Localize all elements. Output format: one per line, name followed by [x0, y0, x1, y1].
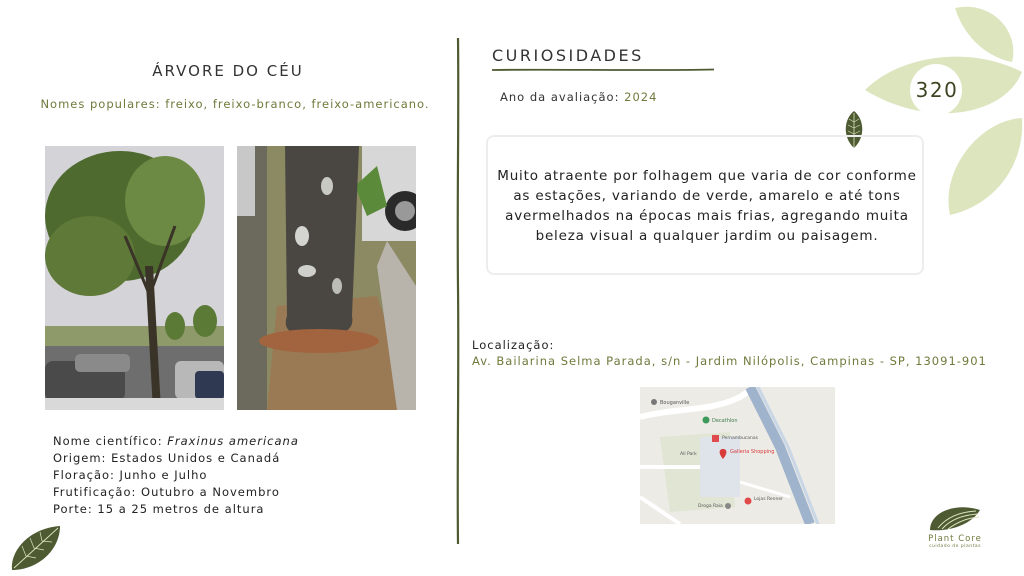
logo-leaf-icon: [928, 502, 982, 532]
year-label: Ano da avaliação:: [500, 90, 625, 104]
location-map[interactable]: [640, 387, 835, 524]
scientific-label: Nome científico:: [53, 434, 168, 448]
evaluation-year: [500, 90, 657, 104]
popular-names: Nomes populares: freixo, freixo-branco, freixo-americano.: [40, 97, 430, 111]
map-label-bouganville: Bouganville: [660, 400, 690, 406]
badge-number: 320: [915, 78, 959, 102]
map-label-allpark: All Park: [680, 452, 697, 457]
column-divider: [456, 38, 460, 544]
origin-line: Origem: Estados Unidos e Canadá: [53, 451, 281, 465]
description-text: Muito atraente por folhagem que varia de cor conforme as estações, variando de verde, amarelo e até tons avermelhados na épocas mais frias, agregando muita beleza visual a qualquer jardim ou paisagem.: [497, 168, 917, 244]
logo-tagline: cuidado de plantas: [929, 544, 981, 549]
section-underline: [492, 68, 714, 72]
map-label-renner: Lojas Renner: [754, 497, 783, 502]
leaf-icon: [8, 522, 64, 574]
tree-photo: [45, 146, 224, 410]
section-title: CURIOSIDADES: [492, 46, 644, 65]
map-label-decathlon: Decathlon: [712, 418, 738, 424]
logo-name: Plant Core: [928, 534, 982, 544]
location-label: Localização:: [472, 338, 555, 352]
map-label-droga-raia: Droga Raia: [698, 504, 723, 509]
year-value: 2024: [624, 90, 658, 104]
tree-specs: [53, 433, 299, 518]
scientific-name-line: [53, 433, 299, 450]
flowering-line: Floração: Junho e Julho: [53, 468, 208, 482]
fruiting-line: Frutificação: Outubro a Novembro: [53, 485, 280, 499]
scientific-value: Fraxinus americana: [167, 434, 299, 448]
map-label-pernambucanas: Pernambucanas: [722, 436, 758, 441]
location-address: Av. Bailarina Selma Parada, s/n - Jardim Nilópolis, Campinas - SP, 13091-901: [472, 354, 987, 368]
map-label-galleria: Galleria Shopping: [730, 449, 775, 455]
size-line: Porte: 15 a 25 metros de altura: [53, 502, 265, 516]
trunk-photo: [237, 146, 416, 410]
tree-title: ÁRVORE DO CÉU: [152, 62, 304, 80]
